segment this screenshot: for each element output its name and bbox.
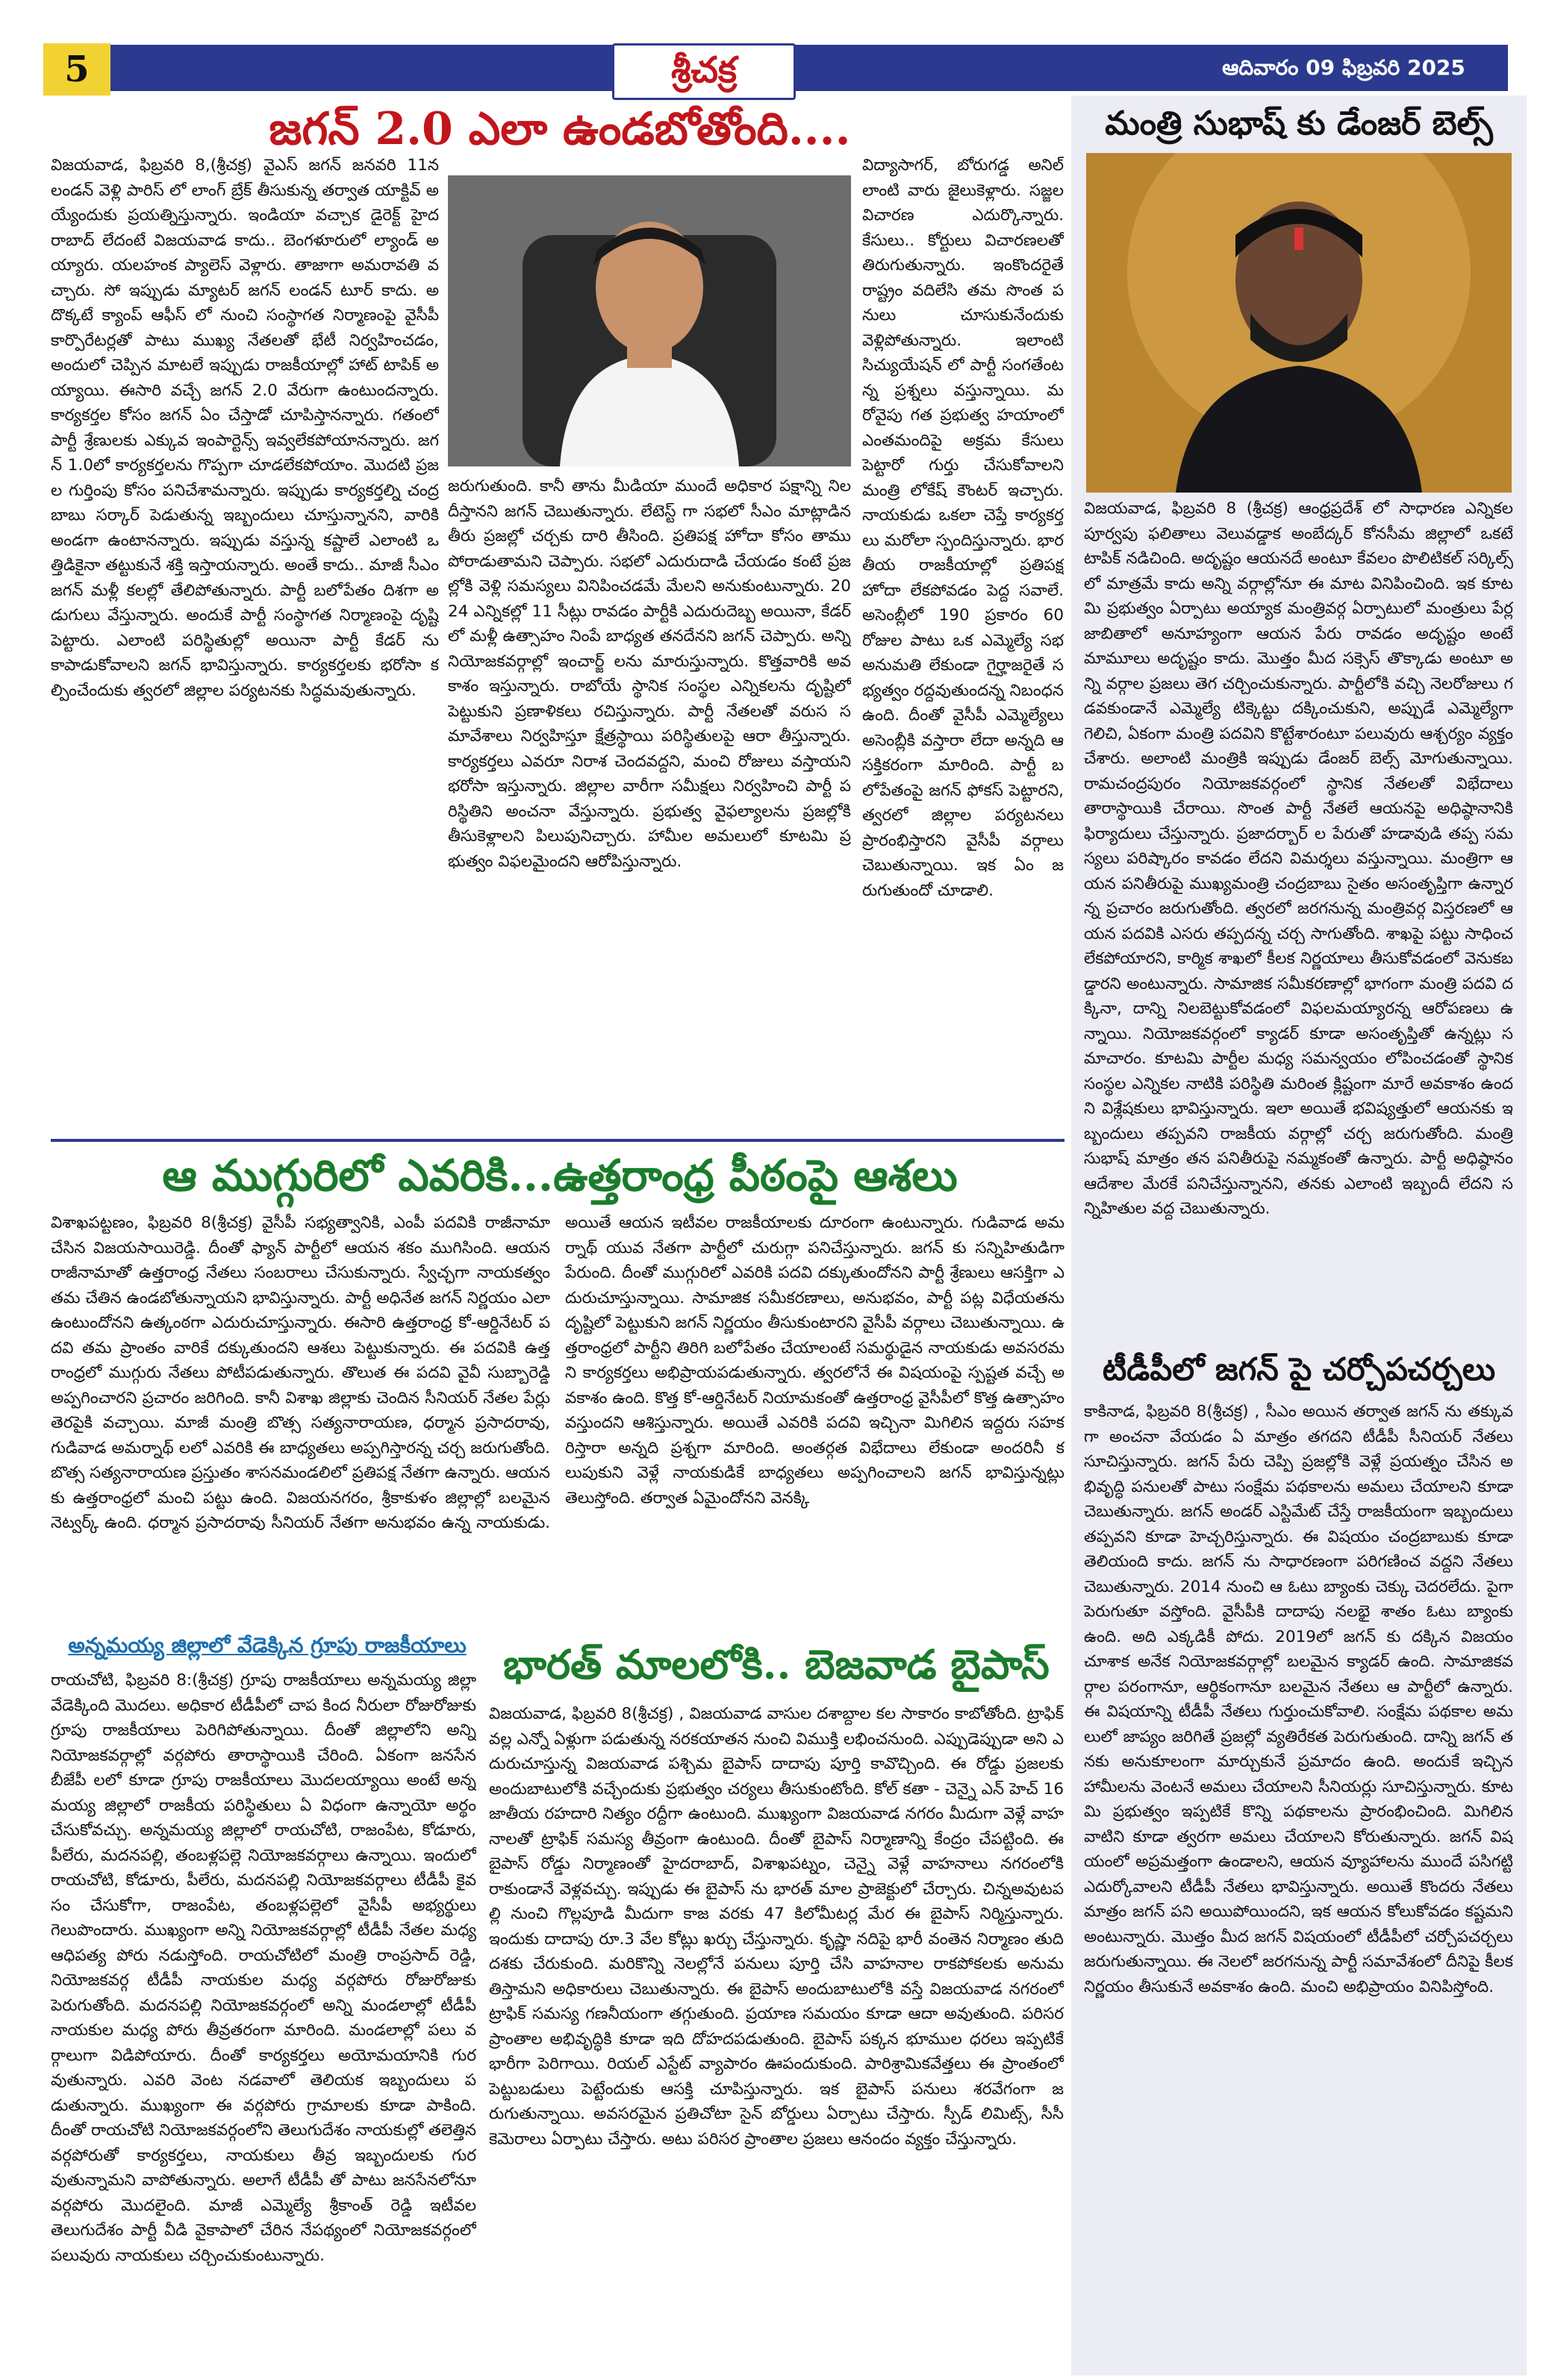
newspaper-logo: శ్రీచక్ర [612, 43, 796, 100]
jagan-photo-illustration [448, 175, 851, 466]
story1-column-1: విజయవాడ, ఫిబ్రవరి 8,(శ్రీచక్ర) వైఎస్ జగన్ జనవరి 11న లండన్ వెళ్లి పారిస్ లో లాంగ్ బ్రేక్ తీసుకున్న తర్వాత యాక్టివ్ అయ్యేందుకు ప్రయత్నిస్తున్నారు. ఇండియా వచ్చాక డైరెక్ట్ హైదరాబాద్ లేదంటే విజయవాడ కాదు.. బెంగళూరులో ల్యాండ్ అయ్యారు. యలహంక ప్యాలెస్ వెళ్లారు. తాజాగా అమరావతి వచ్చారు. సో ఇప్పుడు మ్యాటర్ జగన్ లండన్ టూర్ కాదు. అదొక్కటే క్యాంప్ ఆఫీస్ లో నుంచి సంస్థాగత నిర్మాణంపై వైసీపీ కార్పొరేటర్లతో పాటు ముఖ్య నేతలతో భేటీ నిర్వహించడం, అందులో చెప్పిన మాటలే ఇప్పుడు రాజకీయాల్లో హాట్ టాపిక్ అయ్యాయి. ఈసారి వచ్చే జగన్ 2.0 వేరుగా ఉంటుందన్నారు. కార్యకర్తల కోసం జగన్ ఏం చేస్తాడో చూపిస్తానన్నారు. గతంలో పార్టీ శ్రేణులకు ఎక్కువ ఇంపార్టెన్స్ ఇవ్వలేకపోయానన్నారు. జగన్ 1.0లో కార్యకర్తలను గొప్పగా చూడలేకపోయాం. మొదటి ప్రజల గుర్తింపు కోసం పనిచేశామన్నారు. ఇప్పుడు కార్యకర్తల్ని చంద్రబాబు సర్కార్ పెడుతున్న ఇబ్బందులు చూస్తున్నానని, వారికి అండగా ఉంటానన్నారు. ఇప్పుడు వస్తున్న కష్టాలే ఎలాంటి ఒత్తిడికైనా తట్టుకునే శక్తి ఇస్తాయన్నారు. అంతే కాదు.. మాజీ సీఎం జగన్ మళ్లీ కలల్లో తేలిపోతున్నారు. పార్టీ బలోపేతం దిశగా అడుగులు వేస్తున్నారు. అందుకే పార్టీ సంస్థాగత నిర్మాణంపై దృష్టి పెట్టారు. ఎలాంటి పరిస్థితుల్లో అయినా పార్టీ కేడర్ ను కాపాడుకోవాలని జగన్ భావిస్తున్నారు. కార్యకర్తలకు భరోసా కల్పించేందుకు త్వరలో జిల్లాల పర్యటనకు సిద్ధమవుతున్నారు. [51, 156, 439, 700]
story5-body: విజయవాడ, ఫిబ్రవరి 8(శ్రీచక్ర) , విజయవాడ వాసుల దశాబ్దాల కల సాకారం కాబోతోంది. ట్రాఫిక్ వల్ల ఎన్నో ఏళ్లుగా పడుతున్న నరకయాతన నుంచి విముక్తి లభించనుంది. ఎప్పుడెప్పుడా అని ఎదురుచూస్తున్న విజయవాడ పశ్చిమ బైపాస్ దాదాపు పూర్తి కావొచ్చింది. ఈ రోడ్డు ప్రజలకు అందుబాటులోకి వచ్చేందుకు ప్రభుత్వం చర్యలు తీసుకుంటోంది. కోల్ కతా - చెన్నై ఎన్ హెచ్ 16 జాతీయ రహదారి నిత్యం రద్దీగా ఉంటుంది. ముఖ్యంగా విజయవాడ నగరం మీదుగా వెళ్లే వాహనాలతో ట్రాఫిక్ సమస్య తీవ్రంగా ఉంటుంది. దీంతో బైపాస్ నిర్మాణాన్ని కేంద్రం చేపట్టింది. ఈ బైపాస్ రోడ్డు నిర్మాణంతో హైదరాబాద్, విశాఖపట్నం, చెన్నై వెళ్లే వాహనాలు నగరంలోకి రాకుండానే వెళ్లవచ్చు. ఇప్పుడు ఈ బైపాస్ ను భారత్ మాల ప్రాజెక్టులో చేర్చారు. చిన్నఅవుటపల్లి నుంచి గొల్లపూడి మీదుగా కాజ వరకు 47 కిలోమీటర్ల మేర ఈ బైపాస్ నిర్మిస్తున్నారు. ఇందుకు దాదాపు రూ.3 వేల కోట్లు ఖర్చు చేస్తున్నారు. కృష్ణా నదిపై భారీ వంతెన నిర్మాణం తుది దశకు చేరుకుంది. మరికొన్ని నెలల్లోనే పనులు పూర్తి చేసి వాహనాల రాకపోకలకు అనుమతిస్తామని అధికారులు చెబుతున్నారు. ఈ బైపాస్ అందుబాటులోకి వస్తే విజయవాడ నగరంలో ట్రాఫిక్ సమస్య గణనీయంగా తగ్గుతుంది. ప్రయాణ సమయం కూడా ఆదా అవుతుంది. పరిసర ప్రాంతాల అభివృద్ధికి కూడా ఇది దోహదపడుతుంది. బైపాస్ పక్కన భూముల ధరలు ఇప్పటికే భారీగా పెరిగాయి. రియల్ ఎస్టేట్ వ్యాపారం ఊపందుకుంది. పారిశ్రామికవేత్తలు ఈ ప్రాంతంలో పెట్టుబడులు పెట్టేందుకు ఆసక్తి చూపిస్తున్నారు. ఇక బైపాస్ పనులు శరవేగంగా జరుగుతున్నాయి. అవసరమైన ప్రతిచోటా సైన్ బోర్డులు ఏర్పాటు చేస్తారు. స్పీడ్ లిమిట్స్, సీసీ కెమెరాలు ఏర్పాటు చేస్తారు. అటు పరిసర ప్రాంతాల ప్రజలు ఆనందం వ్యక్తం చేస్తున్నారు. [489, 1705, 1064, 2149]
story1-headline: జగన్ 2.0 ఎలా ఉండబోతోంది.... [269, 103, 851, 155]
minister-photo-illustration [1086, 153, 1512, 493]
story2-body: విజయవాడ, ఫిబ్రవరి 8 (శ్రీచక్ర) ఆంధ్రప్రదేశ్ లో సాధారణ ఎన్నికల పూర్వపు ఫలితాలు వెలువడ్డాక అంబేద్కర్ కోనసీమ జిల్లాలో ఒకటే టాపిక్ నడిచింది. అదృష్టం ఆయనదే అంటూ కేవలం పొలిటికల్ సర్కిల్స్ లో మాత్రమే కాదు అన్ని వర్గాల్లోనూ ఈ మాట వినిపించింది. ఇక కూటమి ప్రభుత్వం ఏర్పాటు అయ్యాక మంత్రివర్గ ఏర్పాటులో మంత్రులు పేర్ల జాబితాలో అనూహ్యంగా ఆయన పేరు రావడం అదృష్టం అంటే మామూలు అదృష్టం కాదు. మొత్తం మీద సక్సెస్ తొక్కాడు అంటూ అన్ని వర్గాల ప్రజలు తెగ చర్చించుకున్నారు. పార్టీలోకి వచ్చి నెలరోజులు గడవకుండానే ఎమ్మెల్యే టిక్కెట్టు దక్కించుకుని, అప్పుడే ఎమ్మెల్యేగా గెలిచి, ఏకంగా మంత్రి పదవిని కొట్టేశారంటూ పలువురు ఆశ్చర్యం వ్యక్తం చేశారు. అలాంటి మంత్రికి ఇప్పుడు డేంజర్ బెల్స్ మోగుతున్నాయి. రామచంద్రపురం నియోజకవర్గంలో స్థానిక నేతలతో విభేదాలు తారాస్థాయికి చేరాయి. సొంత పార్టీ నేతలే ఆయనపై అధిష్ఠానానికి ఫిర్యాదులు చేస్తున్నారు. ప్రజాదర్బార్ ల పేరుతో హడావుడి తప్ప సమస్యలు పరిష్కారం కావడం లేదని విమర్శలు వస్తున్నాయి. మంత్రిగా ఆయన పనితీరుపై ముఖ్యమంత్రి చంద్రబాబు సైతం అసంతృప్తిగా ఉన్నారన్న ప్రచారం జరుగుతోంది. త్వరలో జరగనున్న మంత్రివర్గ విస్తరణలో ఆయన పదవికి ఎసరు తప్పదన్న చర్చ సాగుతోంది. శాఖపై పట్టు సాధించలేకపోయారని, కార్మిక శాఖలో కీలక నిర్ణయాలు తీసుకోవడంలో వెనుకబడ్డారని అంటున్నారు. సామాజిక సమీకరణాల్లో భాగంగా మంత్రి పదవి దక్కినా, దాన్ని నిలబెట్టుకోవడంలో విఫలమయ్యారన్న ఆరోపణలు ఉన్నాయి. నియోజకవర్గంలో క్యాడర్ కూడా అసంతృప్తితో ఉన్నట్లు సమాచారం. కూటమి పార్టీల మధ్య సమన్వయం లోపించడంతో స్థానిక సంస్థల ఎన్నికల నాటికి పరిస్థితి మరింత క్లిష్టంగా మారే అవకాశం ఉందని విశ్లేషకులు భావిస్తున్నారు. ఇలా అయితే భవిష్యత్తులో ఆయనకు ఇబ్బందులు తప్పవని రాజకీయ వర్గాల్లో చర్చ జరుగుతోంది. మంత్రి సుభాష్ మాత్రం తన పనితీరుపై నమ్మకంతో ఉన్నారు. పార్టీ అధిష్ఠానం ఆదేశాల మేరకే పనిచేస్తున్నానని, తనకు ఎలాంటి ఇబ్బందీ లేదని సన్నిహితుల వద్ద చెబుతున్నారు. [1084, 499, 1513, 1218]
story5-headline: భారత్ మాలలోకి.. బెజవాడ బైపాస్ [503, 1640, 1050, 1688]
story3-body: విశాఖపట్టణం, ఫిబ్రవరి 8(శ్రీచక్ర) వైసీపీ సభ్యత్వానికి, ఎంపీ పదవికి రాజీనామా చేసిన విజయసాయిరెడ్డి. దీంతో ఫ్యాన్ పార్టీలో ఆయన శకం ముగిసింది. ఆయన రాజీనామాతో ఉత్తరాంధ్ర నేతలు సంబరాలు చేసుకున్నారు. స్వేచ్ఛగా నాయకత్వం తమ చేతిన ఉండబోతున్నాయని భావిస్తున్నారు. పార్టీ అధినేత జగన్ నిర్ణయం ఎలా ఉంటుందోనని ఉత్కంఠగా ఎదురుచూస్తున్నారు. ఈసారి ఉత్తరాంధ్ర కో-ఆర్డినేటర్ పదవి తమ ప్రాంతం వారికే దక్కుతుందని ఆశలు పెట్టుకున్నారు. ఈ పదవికి ఉత్తరాంధ్రలో ముగ్గురు నేతలు పోటీపడుతున్నారు. తొలుత ఈ పదవి వైవీ సుబ్బారెడ్డి అప్పగించారని ప్రచారం జరిగింది. కానీ విశాఖ జిల్లాకు చెందిన సీనియర్ నేతల పేర్లు తెరపైకి వచ్చాయి. మాజీ మంత్రి బొత్స సత్యనారాయణ, ధర్మాన ప్రసాదరావు, గుడివాడ అమర్నాథ్ లలో ఎవరికి ఈ బాధ్యతలు అప్పగిస్తారన్న చర్చ జరుగుతోంది. బొత్స సత్యనారాయణ ప్రస్తుతం శాసనమండలిలో ప్రతిపక్ష నేతగా ఉన్నారు. ఆయనకు ఉత్తరాంధ్రలో మంచి పట్టు ఉంది. విజయనగరం, శ్రీకాకుళం జిల్లాల్లో బలమైన నెట్వర్క్ ఉంది. ధర్మాన ప్రసాదరావు సీనియర్ నేతగా అనుభవం ఉన్న నాయకుడు. అయితే ఆయన ఇటీవల రాజకీయాలకు దూరంగా ఉంటున్నారు. గుడివాడ అమర్నాథ్ యువ నేతగా పార్టీలో చురుగ్గా పనిచేస్తున్నారు. జగన్ కు సన్నిహితుడిగా పేరుంది. దీంతో ముగ్గురిలో ఎవరికి పదవి దక్కుతుందోనని పార్టీ శ్రేణులు ఆసక్తిగా ఎదురుచూస్తున్నాయి. సామాజిక సమీకరణాలు, అనుభవం, పార్టీ పట్ల విధేయతను దృష్టిలో పెట్టుకుని జగన్ నిర్ణయం తీసుకుంటారని వైసీపీ వర్గాలు చెబుతున్నాయి. ఉత్తరాంధ్రలో పార్టీని తిరిగి బలోపేతం చేయాలంటే సమర్థుడైన నాయకుడు అవసరమని కార్యకర్తలు అభిప్రాయపడుతున్నారు. త్వరలోనే ఈ విషయంపై స్పష్టత వచ్చే అవకాశం ఉంది. కొత్త కో-ఆర్డినేటర్ నియామకంతో ఉత్తరాంధ్ర వైసీపీలో కొత్త ఉత్సాహం వస్తుందని ఆశిస్తున్నారు. అయితే ఎవరికి పదవి ఇచ్చినా మిగిలిన ఇద్దరు సహకరిస్తారా అన్నది ప్రశ్నగా మారింది. అంతర్గత విభేదాలు లేకుండా అందరినీ కలుపుకుని వెళ్లే నాయకుడికే బాధ్యతలు అప్పగించాలని జగన్ భావిస్తున్నట్లు తెలుస్తోంది. తర్వాత ఏమైందోనని వెనక్కి [51, 1214, 1064, 1532]
story1-column-2: జరుగుతుంది. కానీ తాను మీడియా ముందే అధికార పక్షాన్ని నిలదీస్తానని జగన్ చెబుతున్నారు. లేటెస్ట్ గా సభలో సీఎం మాట్లాడిన తీరు ప్రజల్లో చర్చకు దారి తీసింది. ప్రతిపక్ష హోదా కోసం తాము పోరాడుతామని చెప్పారు. సభలో ఎదురుదాడి చేయడం కంటే ప్రజల్లోకి వెళ్లి సమస్యలు వినిపించడమే మేలని అనుకుంటున్నారు. 2024 ఎన్నికల్లో 11 సీట్లు రావడం పార్టీకి ఎదురుదెబ్బ అయినా, కేడర్ లో మళ్లీ ఉత్సాహం నింపే బాధ్యత తనదేనని జగన్ చెప్పారు. అన్ని నియోజకవర్గాల్లో ఇంచార్జ్ లను మారుస్తున్నారు. కొత్తవారికి అవకాశం ఇస్తున్నారు. రాబోయే స్థానిక సంస్థల ఎన్నికలను దృష్టిలో పెట్టుకుని ప్రణాళికలు రచిస్తున్నారు. పార్టీ నేతలతో వరుస సమావేశాలు నిర్వహిస్తూ క్షేత్రస్థాయి పరిస్థితులపై ఆరా తీస్తున్నారు. కార్యకర్తలు ఎవరూ నిరాశ చెందవద్దని, మంచి రోజులు వస్తాయని భరోసా ఇస్తున్నారు. జిల్లాల వారీగా సమీక్షలు నిర్వహించి పార్టీ పరిస్థితిని అంచనా వేస్తున్నారు. ప్రభుత్వ వైఫల్యాలను ప్రజల్లోకి తీసుకెళ్లాలని పిలుపునిచ్చారు. హామీల అమలులో కూటమి ప్రభుత్వం విఫలమైందని ఆరోపిస్తున్నారు. [448, 477, 851, 871]
jagan-photo [448, 175, 851, 466]
story1-column-3: విద్యాసాగర్, బోరుగడ్డ అనిల్ లాంటి వారు జైలుకెళ్లారు. సజ్జల విచారణ ఎదుర్కొన్నారు. కేసులు.. కోర్టులు విచారణలతో తిరుగుతున్నారు. ఇంకొందరైతే రాష్ట్రం వదిలేసి తమ సొంత పనులు చూసుకునేందుకు వెళ్లిపోతున్నారు. ఇలాంటి సిచ్యుయేషన్ లో పార్టీ సంగతేంటన్న ప్రశ్నలు వస్తున్నాయి. మరోవైపు గత ప్రభుత్వ హయాంలో ఎంతమందిపై అక్రమ కేసులు పెట్టారో గుర్తు చేసుకోవాలని మంత్రి లోకేష్ కౌంటర్ ఇచ్చారు. నాయకుడు ఒకలా చెప్తే కార్యకర్తలు మరోలా స్పందిస్తున్నారు. భారతీయ రాజకీయాల్లో ప్రతిపక్ష హోదా లేకపోవడం పెద్ద సవాలే. అసెంబ్లీలో 190 ప్రకారం 60 రోజుల పాటు ఒక ఎమ్మెల్యే సభ అనుమతి లేకుండా గైర్హాజరైతే సభ్యత్వం రద్దవుతుందన్న నిబంధన ఉంది. దీంతో వైసీపీ ఎమ్మెల్యేలు అసెంబ్లీకి వస్తారా లేదా అన్నది ఆసక్తికరంగా మారింది. పార్టీ బలోపేతంపై జగన్ ఫోకస్ పెట్టారని, త్వరలో జిల్లాల పర్యటనలు ప్రారంభిస్తారని వైసీపీ వర్గాలు చెబుతున్నాయి. ఇక ఏం జరుగుతుందో చూడాలి. [862, 156, 1064, 900]
story3-headline: ఆ ముగ్గురిలో ఎవరికి...ఉత్తరాంధ్ర పీఠంపై ఆశలు [162, 1150, 958, 1201]
story6-headline: టీడీపీలో జగన్ పై చర్చోపచర్చలు [1102, 1351, 1496, 1387]
story2-headline: మంత్రి సుభాష్ కు డేంజర్ బెల్స్ [1105, 104, 1493, 143]
story4-body: రాయచోటి, ఫిబ్రవరి 8:(శ్రీచక్ర) గ్రూపు రాజకీయాలు అన్నమయ్య జిల్లా వేడెక్కింది మొదలు. అధికార టీడీపీలో చాప కింద నీరులా రోజురోజుకు గ్రూపు రాజకీయాలు పెరిగిపోతున్నాయి. దీంతో జిల్లాలోని అన్ని నియోజకవర్గాల్లో వర్గపోరు తారాస్థాయికి చేరింది. ఏకంగా జనసేన బీజేపీ లలో కూడా గ్రూపు రాజకీయాలు మొదలయ్యాయి అంటే అన్నమయ్య జిల్లాలో రాజకీయ పరిస్థితులు ఏ విధంగా ఉన్నాయో అర్థం చేసుకోవచ్చు. అన్నమయ్య జిల్లాలో రాయచోటి, రాజంపేట, కోడూరు, పీలేరు, మదనపల్లి, తంబళ్లపల్లె నియోజకవర్గాలు ఉన్నాయి. ఇందులో రాయచోటి, కోడూరు, పీలేరు, మదనపల్లి నియోజకవర్గాలు టీడీపీ కైవసం చేసుకోగా, రాజంపేట, తంబళ్లపల్లెలో వైసీపీ అభ్యర్థులు గెలుపొందారు. ముఖ్యంగా అన్ని నియోజకవర్గాల్లో టీడీపీ నేతల మధ్య ఆధిపత్య పోరు నడుస్తోంది. రాయచోటిలో మంత్రి రాంప్రసాద్ రెడ్డి, నియోజకవర్గ టీడీపీ నాయకుల మధ్య వర్గపోరు రోజురోజుకు పెరుగుతోంది. మదనపల్లి నియోజకవర్గంలో అన్ని మండలాల్లో టీడీపీ నాయకుల మధ్య పోరు తీవ్రతరంగా మారింది. మండలాల్లో పలు వర్గాలుగా విడిపోయారు. దీంతో కార్యకర్తలు అయోమయానికి గురవుతున్నారు. ఎవరి వెంట నడవాలో తెలియక ఇబ్బందులు పడుతున్నారు. ముఖ్యంగా ఈ వర్గపోరు గ్రామాలకు కూడా పాకింది. దీంతో రాయచోటి నియోజకవర్గంలోని తెలుగుదేశం నాయకుల్లో తలెత్తిన వర్గపోరుతో కార్యకర్తలు, నాయకులు తీవ్ర ఇబ్బందులకు గురవుతున్నామని వాపోతున్నారు. అలాగే టీడీపీ తో పాటు జనసేనలోనూ వర్గపోరు మొదలైంది. మాజీ ఎమ్మెల్యే శ్రీకాంత్ రెడ్డి ఇటీవల తెలుగుదేశం పార్టీ వీడి వైకాపాలో చేరిన నేపథ్యంలో నియోజకవర్గంలో పలువురు నాయకులు చర్చించుకుంటున్నారు. [51, 1671, 476, 2265]
story4-headline: అన్నమయ్య జిల్లాలో వేడెక్కిన గ్రూపు రాజకీయాలు [68, 1633, 467, 1658]
page-number: 5 [43, 43, 110, 96]
minister-photo [1086, 153, 1512, 493]
story6-body: కాకినాడ, ఫిబ్రవరి 8(శ్రీచక్ర) , సీఎం అయిన తర్వాత జగన్ ను తక్కువగా అంచనా వేయడం ఏ మాత్రం తగదని టీడీపీ సీనియర్ నేతలు సూచిస్తున్నారు. జగన్ పేరు చెప్పి ప్రజల్లోకి వెళ్లే ప్రయత్నం చేసిన అభివృద్ధి పనులతో పాటు సంక్షేమ పథకాలను అమలు చేయాలని కూడా చెబుతున్నారు. జగన్ అండర్ ఎస్టిమేట్ చేస్తే రాజకీయంగా ఇబ్బందులు తప్పవని కూడా హెచ్చరిస్తున్నారు. ఈ విషయం చంద్రబాబుకు కూడా తెలియంది కాదు. జగన్ ను సాధారణంగా పరిగణించ వద్దని నేతలు చెబుతున్నారు. 2014 నుంచి ఆ ఓటు బ్యాంకు చెక్కు చెదరలేదు. పైగా పెరుగుతూ వస్తోంది. వైసీపీకి దాదాపు నలభై శాతం ఓటు బ్యాంకు ఉంది. అది ఎక్కడికీ పోదు. 2019లో జగన్ కు దక్కిన విజయం చూశాక అనేక నియోజకవర్గాల్లో బలమైన క్యాడర్ ఉంది. సామాజికవర్గాల పరంగానూ, ఆర్థికంగానూ బలమైన నేతలు ఆ పార్టీలో ఉన్నారు. ఈ విషయాన్ని టీడీపీ నేతలు గుర్తుంచుకోవాలి. సంక్షేమ పథకాల అమలులో జాప్యం జరిగితే ప్రజల్లో వ్యతిరేకత పెరుగుతుంది. దాన్ని జగన్ తనకు అనుకూలంగా మార్చుకునే ప్రమాదం ఉంది. అందుకే ఇచ్చిన హామీలను వెంటనే అమలు చేయాలని సీనియర్లు సూచిస్తున్నారు. కూటమి ప్రభుత్వం ఇప్పటికే కొన్ని పథకాలను ప్రారంభించింది. మిగిలిన వాటిని కూడా త్వరగా అమలు చేయాలని కోరుతున్నారు. జగన్ విషయంలో అప్రమత్తంగా ఉండాలని, ఆయన వ్యూహాలను ముందే పసిగట్టి ఎదుర్కోవాలని టీడీపీ నేతలు భావిస్తున్నారు. అయితే కొందరు నేతలు మాత్రం జగన్ పని అయిపోయిందని, ఇక ఆయన కోలుకోవడం కష్టమని అంటున్నారు. మొత్తం మీద జగన్ విషయంలో టీడీపీలో చర్చోపచర్చలు జరుగుతున్నాయి. ఈ నెలలో జరగనున్న పార్టీ సమావేశంలో దీనిపై కీలక నిర్ణయం తీసుకునే అవకాశం ఉంది. మంచి అభిప్రాయం వినిపిస్తోంది. [1084, 1402, 1513, 1996]
issue-date: ఆదివారం 09 ఫిబ్రవరి 2025 [1222, 55, 1465, 80]
divider [51, 1139, 1064, 1142]
